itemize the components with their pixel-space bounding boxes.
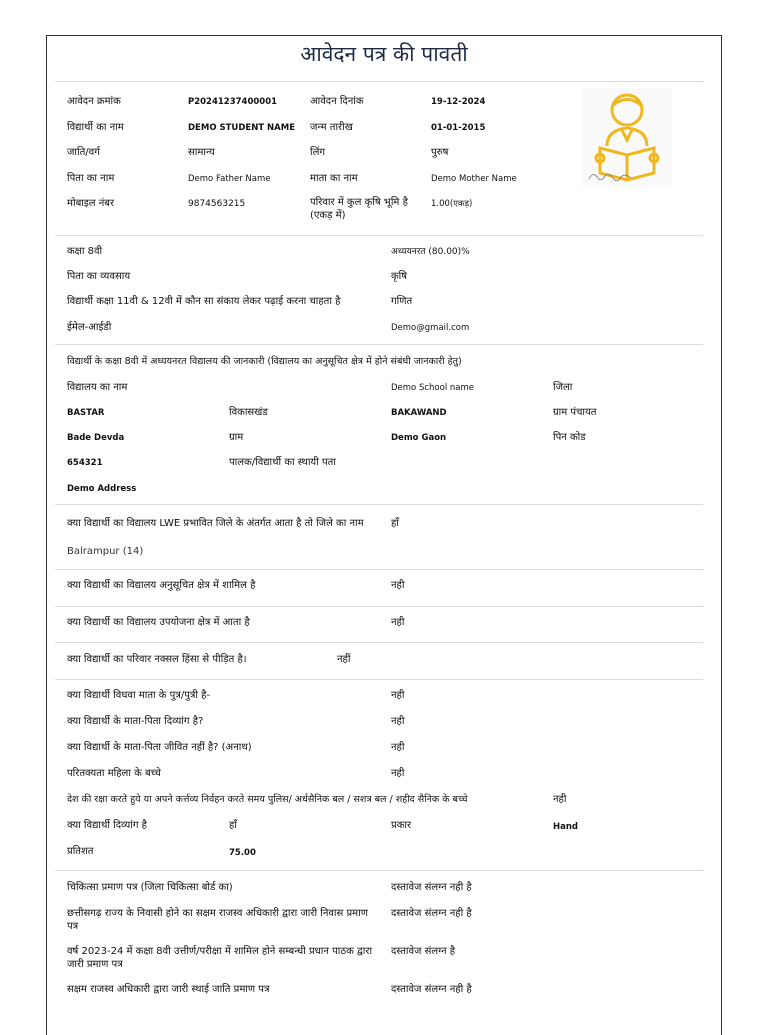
martyr-question: देश की रक्षा करते हुये या अपने कर्त्तव्य निर्वहन करते समय पुलिस/ अर्धसैनिक बल / सशत्र बल / शहीद सैनिक के बच्चे [67,794,468,805]
gender-label: लिंग [310,147,325,158]
app-no-label: आवेदन क्रमांक [67,96,121,107]
email: Demo@gmail.com [391,323,470,333]
district-label: जिला [553,382,573,393]
divider [55,679,703,680]
document-status: दस्तावेज संलग्न नही है [391,984,472,995]
panchayat: Bade Devda [67,433,125,443]
caste-label: जाति/वर्ग [67,147,100,158]
document-status: दस्तावेज संलग्न नही है [391,882,472,893]
scheduled-answer: नही [391,580,405,591]
abandoned-answer: नही [391,768,405,779]
divider [55,606,703,607]
email-label: ईमेल-आईडी [67,322,112,333]
school-name-label: विद्यालय का नाम [67,382,128,393]
panchayat-label: ग्राम पंचायत [553,407,597,418]
land-label: परिवार में कुल कृषि भूमि है (एकड़ में) [310,197,408,221]
disabled-answer: हाँ [229,820,237,831]
village-label: ग्राम [229,432,244,443]
dob: 01-01-2015 [431,123,486,133]
orphan-question: क्या विद्यार्थी के माता-पिता जीवित नहीं है? (अनाथ) [67,742,252,753]
app-no: P20241237400001 [188,97,278,107]
divider [55,870,703,871]
widow-question: क्या विद्यार्थी विधवा माता के पुत्र/पुत्री है- [67,690,211,701]
parents-disabled-answer: नही [391,716,405,727]
document-name: चिकित्सा प्रमाण पत्र (जिला चिकित्सा बोर्ड का) [67,882,233,893]
block-label: विकासखंड [229,407,268,418]
father-label: पिता का नाम [67,173,115,184]
subplan-question: क्या विद्यार्थी का विद्यालय उपयोजना क्षेत्र में आता है [67,617,250,628]
faculty-label: विद्यार्थी कक्षा 11वी & 12वी में कौन सा संकाय लेकर पढ़ाई करना चाहता है [67,296,341,307]
app-date-label: आवेदन दिनांक [310,96,364,107]
student-name-label: विद्यार्थी का नाम [67,122,124,133]
land: 1.00(एकड़) [431,199,473,209]
father-name: Demo Father Name [188,174,271,184]
divider [55,235,703,236]
mother-label: माता का नाम [310,173,358,184]
divider [55,81,703,82]
occupation: कृषि [391,271,408,282]
student-name: DEMO STUDENT NAME [188,123,296,133]
abandoned-question: परितक्यता महिला के बच्चे [67,768,161,779]
divider [55,344,703,345]
block: BAKAWAND [391,408,447,418]
widow-answer: नही [391,690,405,701]
naxal-answer: नहीं [337,654,351,665]
disabled-question: क्या विद्यार्थी दिव्यांग है [67,820,147,831]
signature-image [587,169,637,183]
naxal-question: क्या विद्यार्थी का परिवार नक्सल हिंसा से पीड़ित है। [67,654,247,665]
lwe-question: क्या विद्यार्थी का विद्यालय LWE प्रभावित जिले के अंतर्गत आता है तो जिले का नाम [67,518,364,529]
occupation-label: पिता का व्यवसाय [67,271,131,282]
divider [55,642,703,643]
class-status: अध्ययनरत (80.00)% [391,247,470,257]
village: Demo Gaon [391,433,447,443]
document-name: सक्षम राजस्व अधिकारी द्वारा जारी स्थाई जाति प्रमाण पत्र [67,984,270,995]
address-label: पालक/विद्यार्थी का स्थायी पता [229,457,336,468]
mother-name: Demo Mother Name [431,174,517,184]
disability-type-label: प्रकार [391,820,412,831]
lwe-answer: हाँ [391,518,399,529]
lwe-district: Balrampur (14) [67,546,144,557]
subplan-answer: नही [391,617,405,628]
percent: 75.00 [229,848,256,858]
martyr-answer: नही [553,794,567,805]
document-status: दस्तावेज संलग्न नही है [391,908,472,919]
document-name: वर्ष 2023-24 में कक्षा 8वी उत्तीर्ण/परीक्षा में शामिल होने सम्बन्धी प्रधान पाठक द्वारा जारी प्रमाण पत्र [67,946,373,970]
pin-label: पिन कोड [553,432,586,443]
school-name: Demo School name [391,383,474,393]
faculty: गणित [391,296,413,307]
percent-label: प्रतिशत [67,846,94,857]
divider [55,504,703,505]
dob-label: जन्म तारीख [310,122,353,133]
document-status: दस्तावेज संलग्न है [391,946,456,957]
page-title: आवेदन पत्र की पावती [300,42,468,66]
orphan-answer: नही [391,742,405,753]
class-label: कक्षा 8वी [67,246,103,257]
gender: पुरुष [431,147,449,158]
caste: सामान्य [188,147,215,158]
pin: 654321 [67,458,103,468]
app-date: 19-12-2024 [431,97,486,107]
acknowledgement-sheet [46,35,722,1035]
divider [55,569,703,570]
mobile-label: मोबाइल नंबर [67,198,115,209]
document-name: छत्तीसगढ़ राज्य के निवासी होने का सक्षम राजस्व अधिकारी द्वारा जारी निवास प्रमाण पत्र [67,908,368,932]
district: BASTAR [67,408,105,418]
parents-disabled-question: क्या विद्यार्थी के माता-पिता दिव्यांग है? [67,716,204,727]
address: Demo Address [67,484,137,494]
mobile: 9874563215 [188,199,246,209]
disability-type: Hand [553,822,578,832]
scheduled-question: क्या विद्यार्थी का विद्यालय अनुसूचित क्षेत्र में शामिल है [67,580,256,591]
school-heading: विद्यार्थी के कक्षा 8वी में अध्ययनरत विद्यालय की जानकारी (विद्यालय का अनुसूचित क्षेत्र में होने संबंधी जानकारी हेतु) [67,356,462,367]
